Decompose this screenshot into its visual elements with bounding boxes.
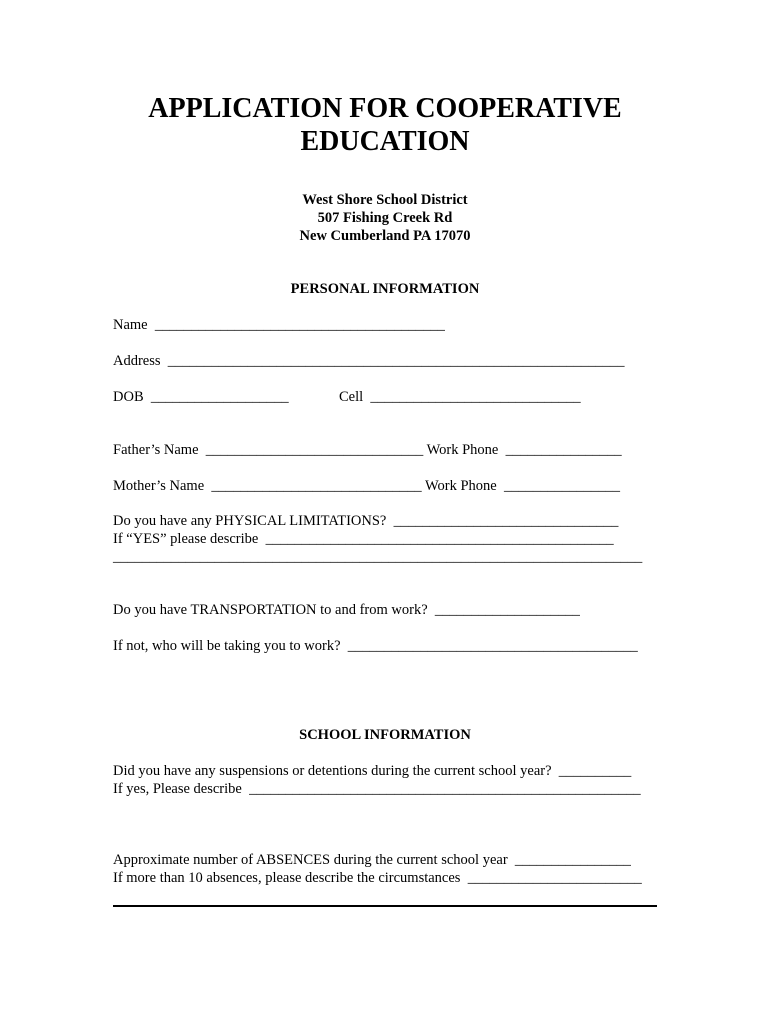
form-title <box>0 92 770 158</box>
bottom-divider <box>113 905 657 907</box>
suspensions-field[interactable]: Did you have any suspensions or detentions during the current school year? __________ <box>113 763 632 779</box>
physical-limitations-field[interactable]: Do you have any PHYSICAL LIMITATIONS? _______________________________ <box>113 513 619 529</box>
cell-field[interactable]: Cell _____________________________ <box>339 389 581 405</box>
absences-field[interactable]: Approximate number of ABSENCES during the current school year ________________ <box>113 852 631 868</box>
district-street: 507 Fishing Creek Rd <box>317 210 453 226</box>
transportation-field[interactable]: Do you have TRANSPORTATION to and from work? ____________________ <box>113 602 580 618</box>
father-name-field[interactable]: Father’s Name ______________________________ Work Phone ________________ <box>113 442 622 458</box>
dob-field[interactable]: DOB ___________________ <box>113 389 289 405</box>
personal-information-heading: PERSONAL INFORMATION <box>290 281 480 297</box>
absences-describe-field[interactable]: If more than 10 absences, please describe the circumstances ________________________ <box>113 870 642 886</box>
transportation-driver-field[interactable]: If not, who will be taking you to work? ________________________________________ <box>113 638 638 654</box>
address-field[interactable]: Address _______________________________________________________________ <box>113 353 625 369</box>
name-field[interactable]: Name ________________________________________ <box>113 317 445 333</box>
district-name: West Shore School District <box>302 192 468 208</box>
physical-limitations-describe-field[interactable]: If “YES” please describe ________________________________________________ <box>113 531 614 547</box>
district-address-block <box>0 191 770 245</box>
mother-name-field[interactable]: Mother’s Name _____________________________ Work Phone ________________ <box>113 478 620 494</box>
district-city: New Cumberland PA 17070 <box>299 228 471 244</box>
form-title-line2: EDUCATION <box>300 126 470 157</box>
form-title-line1: APPLICATION FOR COOPERATIVE <box>148 93 622 124</box>
suspensions-describe-field[interactable]: If yes, Please describe ______________________________________________________ <box>113 781 641 797</box>
physical-limitations-extra-line[interactable]: _________________________________________________________________________ <box>113 549 643 565</box>
school-information-heading: SCHOOL INFORMATION <box>299 727 471 743</box>
